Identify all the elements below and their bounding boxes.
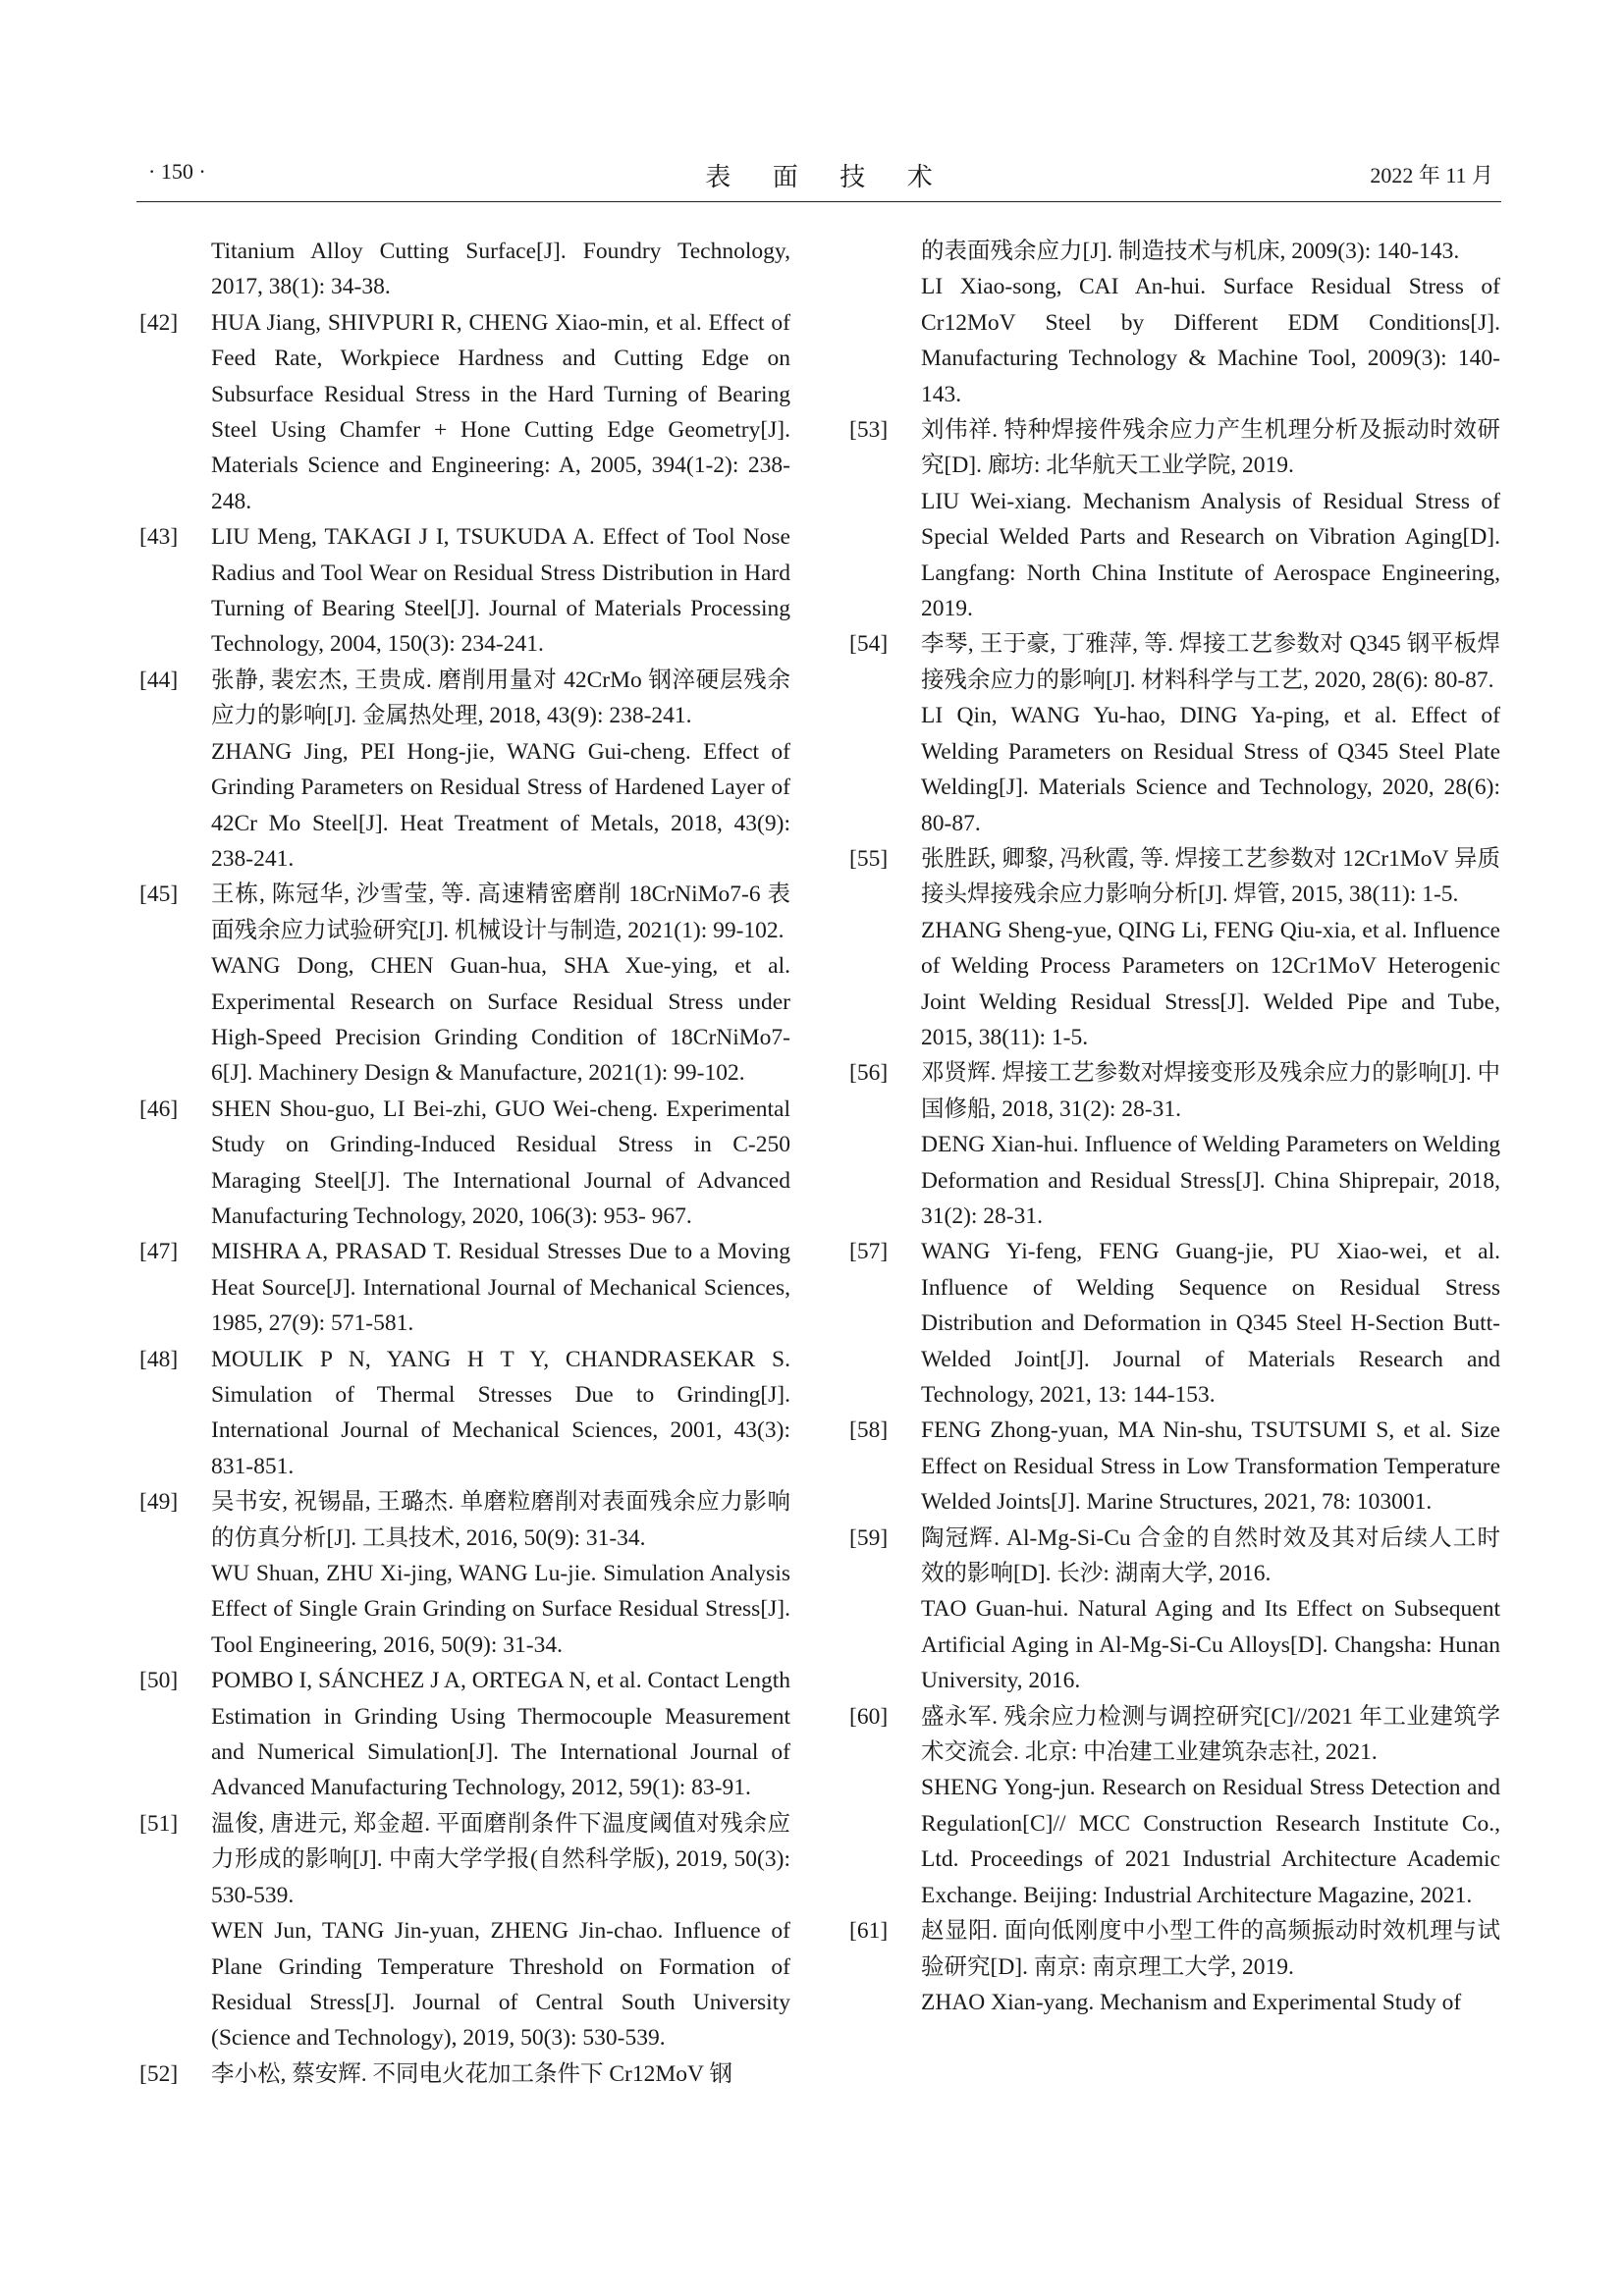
reference-text: 赵显阳. 面向低刚度中小型工件的高频振动时效机理与试验研究[D]. 南京: 南京理工大学, 2019. [921,1918,1500,1980]
reference-column-right [846,234,1500,2020]
reference-entry [846,1913,1500,2020]
reference-entry [136,1092,790,1235]
reference-text: 李琴, 王于豪, 丁雅萍, 等. 焊接工艺参数对 Q345 钢平板焊接残余应力的影响[J]. 材料科学与工艺, 2020, 28(6): 80-87. [921,631,1500,693]
reference-number: [44] [139,667,179,693]
reference-number: [51] [139,1810,179,1837]
reference-text: 温俊, 唐进元, 郑金超. 平面磨削条件下温度阈值对残余应力形成的影响[J]. 中南大学学报(自然科学版), 2019, 50(3): 530-539. [211,1810,790,1908]
reference-text-english: LI Xiao-song, CAI An-hui. Surface Residual Stress of Cr12MoV Steel by Different EDM Conditions[J]. Manufacturing Technology & Machine Tool, 2009(3): 140-143. [921,274,1500,407]
reference-number: [53] [849,417,889,444]
reference-entry [136,2056,790,2092]
reference-text-english: LI Qin, WANG Yu-hao, DING Ya-ping, et al. Effect of Welding Parameters on Residual Stress of Q345 Steel Plate Welding[J]. Materials Science and Technology, 2020, 28(6): 80-87. [921,703,1500,836]
reference-entry [136,1663,790,1806]
reference-text-english: ZHANG Jing, PEI Hong-jie, WANG Gui-cheng. Effect of Grinding Parameters on Residual Stress of Hardened Layer of 42Cr Mo Steel[J]. Heat Treatment of Metals, 2018, 43(9): 238-241. [211,738,790,872]
reference-number: [59] [849,1524,889,1551]
reference-text-english: WEN Jun, TANG Jin-yuan, ZHENG Jin-chao. Influence of Plane Grinding Temperature Threshold on Formation of Residual Stress[J]. Journal of Central South University (Science and Technology), 2019, 50(3): 530-539. [211,1918,790,2052]
reference-number: [42] [139,309,179,336]
reference-text: MISHRA A, PRASAD T. Residual Stresses Due to a Moving Heat Source[J]. International Journal of Mechanical Sciences, 1985, 27(9): 571-581. [211,1239,790,1337]
reference-number: [55] [849,845,889,872]
reference-entry [846,1234,1500,1413]
reference-number: [56] [849,1060,889,1087]
reference-continuation [136,234,790,305]
reference-number: [48] [139,1346,179,1372]
reference-entry [846,1055,1500,1234]
reference-text: 邓贤辉. 焊接工艺参数对焊接变形及残余应力的影响[J]. 中国修船, 2018, 31(2): 28-31. [921,1060,1500,1122]
reference-text: 张胜跃, 卿黎, 冯秋霞, 等. 焊接工艺参数对 12Cr1MoV 异质接头焊接残余应力影响分析[J]. 焊管, 2015, 38(11): 1-5. [921,845,1500,908]
reference-text: HUA Jiang, SHIVPURI R, CHENG Xiao-min, et al. Effect of Feed Rate, Workpiece Hardness and Cutting Edge on Subsurface Residual Stress in the Hard Turning of Bearing Steel Using Chamfer + Hone Cutting Edge Geometry[J]. Materials Science and Engineering: A, 2005, 394(1-2): 238-248. [211,309,790,514]
reference-text-english: WANG Dong, CHEN Guan-hua, SHA Xue-ying, et al. Experimental Research on Surface Residual Stress under High-Speed Precision Grinding Condition of 18CrNiMo7-6[J]. Machinery Design & Manufacture, 2021(1): 99-102. [211,953,790,1087]
reference-text: 盛永军. 残余应力检测与调控研究[C]//2021 年工业建筑学术交流会. 北京: 中冶建工业建筑杂志社, 2021. [921,1703,1500,1766]
reference-text: 陶冠辉. Al-Mg-Si-Cu 合金的自然时效及其对后续人工时效的影响[D]. 长沙: 湖南大学, 2016. [921,1524,1500,1587]
reference-text-english: WU Shuan, ZHU Xi-jing, WANG Lu-jie. Simulation Analysis Effect of Single Grain Grinding on Surface Residual Stress[J]. Tool Engineering, 2016, 50(9): 31-34. [211,1561,790,1658]
reference-number: [49] [139,1489,179,1516]
reference-entry [846,1521,1500,1699]
reference-number: [47] [139,1239,179,1265]
reference-number: [61] [849,1918,889,1945]
reference-entry [136,1806,790,2056]
reference-number: [45] [139,881,179,908]
reference-text: 张静, 裴宏杰, 王贵成. 磨削用量对 42CrMo 钢淬硬层残余应力的影响[J]. 金属热处理, 2018, 43(9): 238-241. [211,667,790,729]
reference-number: [46] [139,1095,179,1122]
reference-entry [136,1484,790,1663]
header-rule [136,201,1501,202]
page-header [136,155,1501,194]
reference-number: [52] [139,2060,179,2087]
reference-text: 吴书安, 祝锡晶, 王璐杰. 单磨粒磨削对表面残余应力影响的仿真分析[J]. 工具技术, 2016, 50(9): 31-34. [211,1489,790,1551]
reference-text: MOULIK P N, YANG H T Y, CHANDRASEKAR S. Simulation of Thermal Stresses Due to Grinding[J]. International Journal of Mechanical Sciences, 2001, 43(3): 831-851. [211,1346,790,1479]
reference-number: [54] [849,631,889,658]
reference-continuation [846,234,1500,412]
reference-text: 李小松, 蔡安辉. 不同电火花加工条件下 Cr12MoV 钢 [211,2060,732,2087]
reference-text-english: DENG Xian-hui. Influence of Welding Parameters on Welding Deformation and Residual Stress[J]. China Shiprepair, 2018, 31(2): 28-31. [921,1132,1500,1229]
reference-text: Titanium Alloy Cutting Surface[J]. Foundry Technology, 2017, 38(1): 34-38. [211,239,790,300]
reference-text: WANG Yi-feng, FENG Guang-jie, PU Xiao-wei, et al. Influence of Welding Sequence on Residual Stress Distribution and Deformation in Q345 Steel H-Section Butt-Welded Joint[J]. Journal of Materials Research and Technology, 2021, 13: 144-153. [921,1239,1500,1408]
reference-entry [136,663,790,877]
page-number: · 150 · [148,159,206,184]
reference-text: 刘伟祥. 特种焊接件残余应力产生机理分析及振动时效研究[D]. 廊坊: 北华航天工业学院, 2019. [921,417,1500,479]
reference-entry [846,1413,1500,1520]
reference-text: POMBO I, SÁNCHEZ J A, ORTEGA N, et al. Contact Length Estimation in Grinding Using Thermocouple Measurement and Numerical Simulation[J]. The International Journal of Advanced Manufacturing Technology, 2012, 59(1): 83-91. [211,1668,790,1801]
issue-date: 2022 年 11 月 [1370,163,1493,187]
reference-entry [136,305,790,519]
reference-number: [58] [849,1417,889,1444]
reference-text-english: TAO Guan-hui. Natural Aging and Its Effect on Subsequent Artificial Aging in Al-Mg-Si-Cu Alloys[D]. Changsha: Hunan University, 2016. [921,1596,1500,1694]
reference-entry [136,1234,790,1341]
reference-entry [136,519,790,663]
journal-title: 表 面 技 术 [705,163,950,191]
reference-entry [846,626,1500,840]
reference-entry [846,412,1500,626]
reference-text: SHEN Shou-guo, LI Bei-zhi, GUO Wei-cheng. Experimental Study on Grinding-Induced Residual Stress in C-250 Maraging Steel[J]. The International Journal of Advanced Manufacturing Technology, 2020, 106(3): 953- 967. [211,1095,790,1229]
reference-text-english: ZHANG Sheng-yue, QING Li, FENG Qiu-xia, et al. Influence of Welding Process Parameters on 12Cr1MoV Heterogenic Joint Welding Residual Stress[J]. Welded Pipe and Tube, 2015, 38(11): 1-5. [921,917,1500,1050]
reference-text: 的表面残余应力[J]. 制造技术与机床, 2009(3): 140-143. [921,239,1460,264]
reference-text: 王栋, 陈冠华, 沙雪莹, 等. 高速精密磨削 18CrNiMo7-6 表面残余应力试验研究[J]. 机械设计与制造, 2021(1): 99-102. [211,881,790,943]
reference-text: FENG Zhong-yuan, MA Nin-shu, TSUTSUMI S, et al. Size Effect on Residual Stress in Low Transformation Temperature Welded Joints[J]. Marine Structures, 2021, 78: 103001. [921,1417,1500,1516]
reference-number: [43] [139,524,179,551]
reference-number: [50] [139,1668,179,1694]
reference-entry [136,877,790,1091]
reference-number: [60] [849,1703,889,1730]
reference-text-english: SHENG Yong-jun. Research on Residual Stress Detection and Regulation[C]// MCC Construction Research Institute Co., Ltd. Proceedings of 2021 Industrial Architecture Academic Exchange. Beijing: Industrial Architecture Magazine, 2021. [921,1775,1500,1908]
reference-text: LIU Meng, TAKAGI J I, TSUKUDA A. Effect of Tool Nose Radius and Tool Wear on Residual Stress Distribution in Hard Turning of Bearing Steel[J]. Journal of Materials Processing Technology, 2004, 150(3): 234-241. [211,524,790,658]
reference-column-left [136,234,790,2092]
reference-text-english: LIU Wei-xiang. Mechanism Analysis of Residual Stress of Special Welded Parts and Research on Vibration Aging[D]. Langfang: North China Institute of Aerospace Engineering, 2019. [921,488,1500,622]
reference-text-english: ZHAO Xian-yang. Mechanism and Experimental Study of [921,1989,1462,2015]
reference-number: [57] [849,1239,889,1265]
reference-entry [846,1699,1500,1913]
reference-entry [136,1342,790,1485]
reference-entry [846,841,1500,1055]
